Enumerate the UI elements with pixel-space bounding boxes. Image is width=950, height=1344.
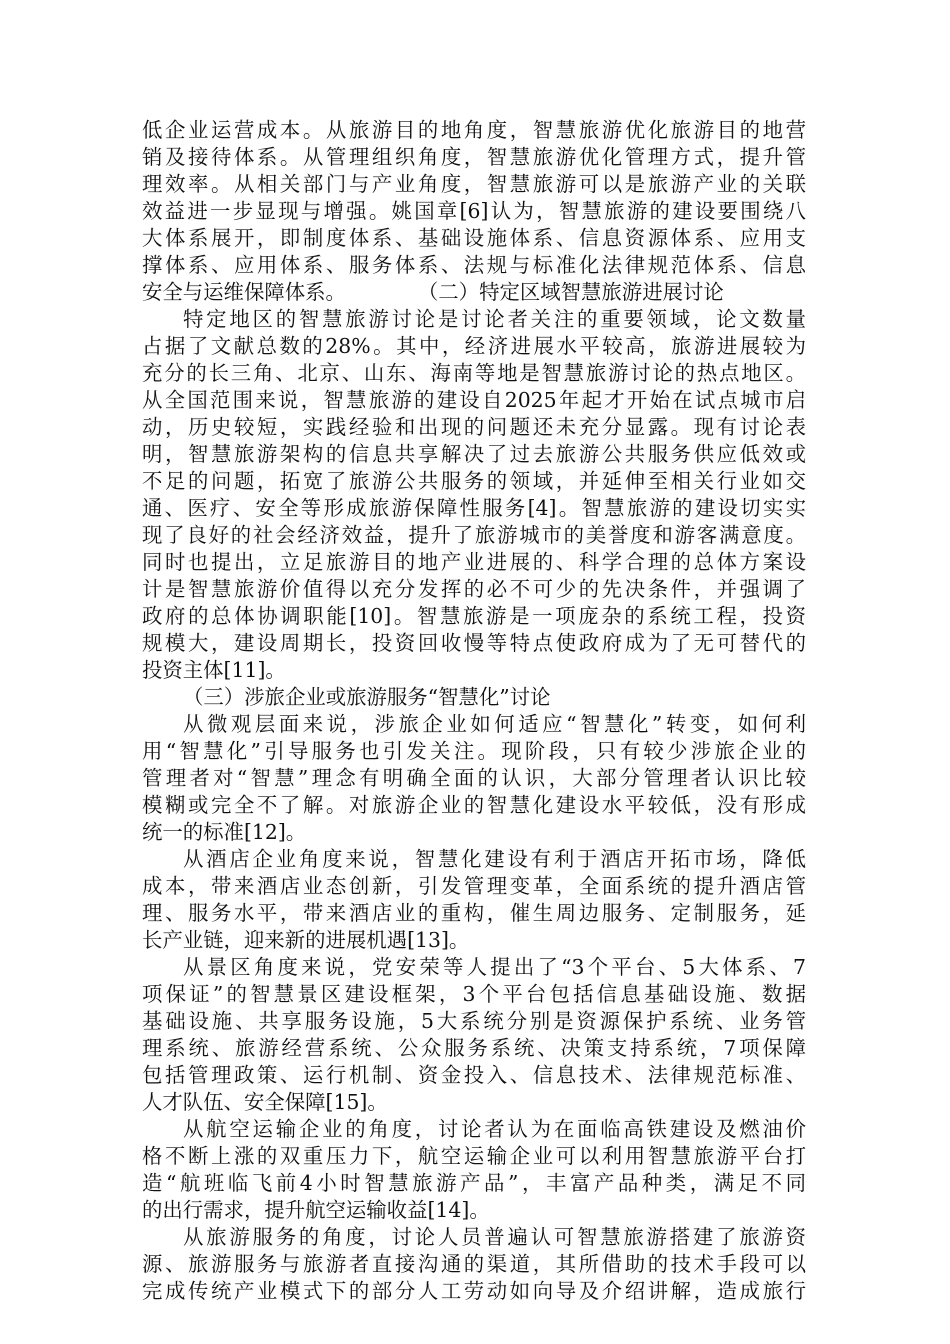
text-line: 格不断上涨的双重压力下，航空运输企业可以利用智慧旅游平台打 — [142, 1144, 806, 1168]
text-line: 管理者对“智慧”理念有明确全面的认识，大部分管理者认识比较 — [142, 766, 806, 790]
paragraph-end-text: 安全与运维保障体系。 — [142, 280, 346, 304]
text-line: 动，历史较短，实践经验和出现的问题还未充分显露。现有讨论表 — [142, 415, 806, 439]
text-line: 基础设施、共享服务设施，5大系统分别是资源保护系统、业务管 — [142, 1009, 806, 1033]
text-line: 成本，带来酒店业态创新，引发管理变革，全面系统的提升酒店管 — [142, 874, 806, 898]
document-page — [142, 117, 806, 1305]
text-line: 的出行需求，提升航空运输收益[14]。 — [142, 1198, 490, 1222]
text-line: 不足的问题，拓宽了旅游公共服务的领域，并延伸至相关行业如交 — [142, 469, 806, 493]
text-line: 特定地区的智慧旅游讨论是讨论者关注的重要领域，论文数量 — [183, 307, 806, 331]
text-line: 从航空运输企业的角度，讨论者认为在面临高铁建设及燃油价 — [183, 1117, 806, 1141]
text-line: 投资主体[11]。 — [142, 658, 286, 682]
text-line: 长产业链，迎来新的进展机遇[13]。 — [142, 928, 470, 952]
text-line: 从酒店企业角度来说，智慧化建设有利于酒店开拓市场，降低 — [183, 847, 806, 871]
paragraph-6 — [142, 1116, 806, 1224]
text-line: 从微观层面来说，涉旅企业如何适应“智慧化”转变，如何利 — [183, 712, 806, 736]
text-line: 模糊或完全不了解。对旅游企业的智慧化建设水平较低，没有形成 — [142, 793, 806, 817]
text-line: 销及接待体系。从管理组织角度，智慧旅游优化管理方式，提升管 — [142, 145, 806, 169]
text-line: 理、服务水平，带来酒店业的重构，催生周边服务、定制服务，延 — [142, 901, 806, 925]
paragraph-4 — [142, 846, 806, 954]
paragraph-7 — [142, 1224, 806, 1305]
text-line: 通、医疗、安全等形成旅游保障性服务[4]。智慧旅游的建设切实实 — [142, 496, 806, 520]
paragraph-2 — [142, 306, 806, 684]
text-line: 从全国范围来说，智慧旅游的建设自2025年起才开始在试点城市启 — [142, 388, 806, 412]
text-line: 规模大，建设周期长，投资回收慢等特点使政府成为了无可替代的 — [142, 631, 806, 655]
text-line: 项保证”的智慧景区建设框架，3个平台包括信息基础设施、数据 — [142, 982, 806, 1006]
text-line: 源、旅游服务与旅游者直接沟通的渠道，其所借助的技术手段可以 — [142, 1252, 806, 1276]
text-line: 政府的总体协调职能[10]。智慧旅游是一项庞杂的系统工程，投资 — [142, 604, 806, 628]
text-line: 同时也提出，立足旅游目的地产业进展的、科学合理的总体方案设 — [142, 550, 806, 574]
text-line: 用“智慧化”引导服务也引发关注。现阶段，只有较少涉旅企业的 — [142, 739, 806, 763]
section-heading-3: （三）涉旅企业或旅游服务“智慧化”讨论 — [183, 685, 551, 709]
paragraph-1 — [142, 117, 806, 306]
text-line: 完成传统产业模式下的部分人工劳动如向导及介绍讲解，造成旅行 — [142, 1279, 806, 1303]
paragraph-3 — [142, 711, 806, 846]
text-line: 理系统、旅游经营系统、公众服务系统、决策支持系统，7项保障 — [142, 1036, 806, 1060]
text-line: 充分的长三角、北京、山东、海南等地是智慧旅游讨论的热点地区。 — [142, 361, 806, 385]
text-line: 效益进一步显现与增强。姚国章[6]认为，智慧旅游的建设要围绕八 — [142, 199, 806, 223]
text-line: 造“航班临飞前4小时智慧旅游产品”，丰富产品种类，满足不同 — [142, 1171, 806, 1195]
text-line — [142, 279, 806, 306]
text-line: 占据了文献总数的28%。其中，经济进展水平较高，旅游进展较为 — [142, 334, 806, 358]
text-line: 现了良好的社会经济效益，提升了旅游城市的美誉度和游客满意度。 — [142, 523, 806, 547]
text-line: 计是智慧旅游价值得以充分发挥的必不可少的先决条件，并强调了 — [142, 577, 806, 601]
text-line: 大体系展开，即制度体系、基础设施体系、信息资源体系、应用支 — [142, 226, 806, 250]
text-line: 人才队伍、安全保障[15]。 — [142, 1090, 388, 1114]
text-line: 低企业运营成本。从旅游目的地角度，智慧旅游优化旅游目的地营 — [142, 118, 806, 142]
text-line: 包括管理政策、运行机制、资金投入、信息技术、法律规范标准、 — [142, 1063, 806, 1087]
text-line: 从景区角度来说，党安荣等人提出了“3个平台、5大体系、7 — [183, 955, 806, 979]
text-line: 从旅游服务的角度，讨论人员普遍认可智慧旅游搭建了旅游资 — [183, 1225, 806, 1249]
text-line: 统一的标准[12]。 — [142, 820, 307, 844]
paragraph-5 — [142, 954, 806, 1116]
text-line: 明，智慧旅游架构的信息共享解决了过去旅游公共服务供应低效或 — [142, 442, 806, 466]
text-line: 理效率。从相关部门与产业角度，智慧旅游可以是旅游产业的关联 — [142, 172, 806, 196]
text-line: 撑体系、应用体系、服务体系、法规与标准化法律规范体系、信息 — [142, 253, 806, 277]
section-heading-2: （二）特定区域智慧旅游进展讨论 — [417, 280, 724, 304]
